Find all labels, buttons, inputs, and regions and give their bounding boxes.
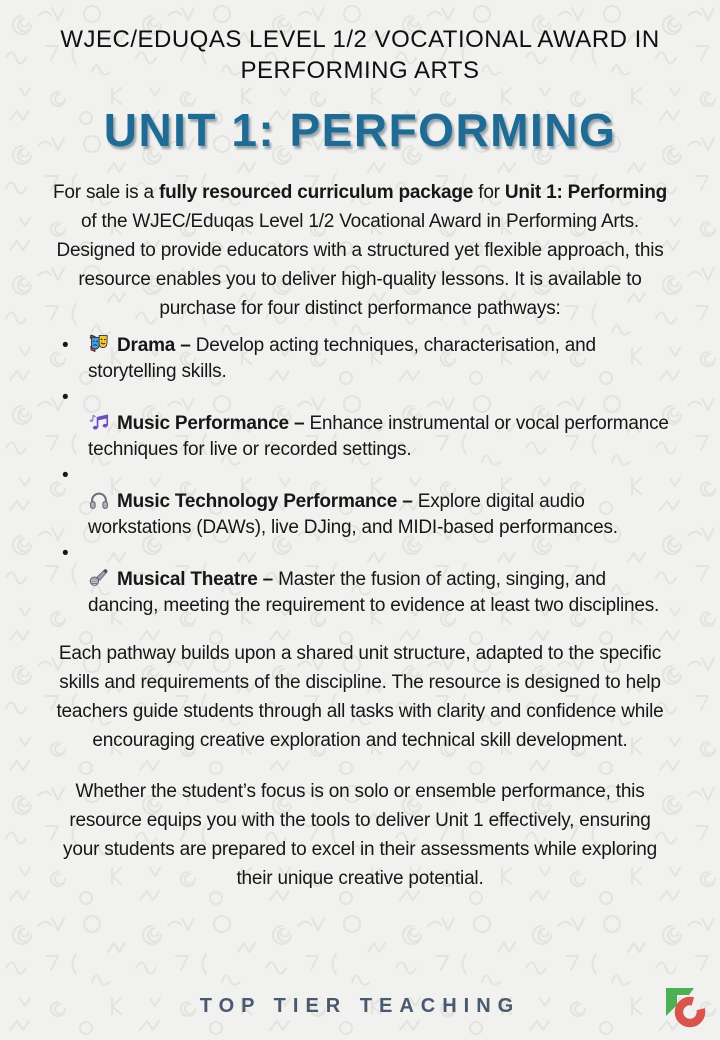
pathway-item-music-technology <box>62 489 670 541</box>
qualification-title-line1: WJEC/EDUQAS LEVEL 1/2 VOCATIONAL AWARD IN <box>60 26 660 53</box>
qualification-title-line2: PERFORMING ARTS <box>240 57 480 84</box>
theatre-masks-icon <box>88 333 110 355</box>
pathway-item-drama <box>62 333 670 385</box>
empty-bullet-row <box>62 463 670 489</box>
qualification-title <box>50 24 670 86</box>
empty-bullet-row <box>62 385 670 411</box>
pathway-item-musical-theatre <box>62 567 670 619</box>
unit-title: UNIT 1: PERFORMING <box>103 104 617 156</box>
pathway-name: Music Performance – <box>117 413 305 434</box>
bullet-marker <box>62 333 88 385</box>
intro-segment-bold: Unit 1: Performing <box>504 182 668 203</box>
intro-paragraph <box>50 178 670 323</box>
bullet-indent <box>62 411 88 463</box>
bullet-indent <box>62 489 88 541</box>
paragraph-middle: Each pathway builds upon a shared unit structure, adapted to the specific skills and requirements of the discipline. The resource is designed to help teachers guide students through all tasks with clarity and confidence while encouraging creative exploration and technical skill development. <box>56 643 664 751</box>
pathway-list <box>50 333 670 619</box>
intro-segment: For sale is a <box>52 182 159 203</box>
bullet-marker <box>62 463 88 489</box>
intro-segment: of the WJEC/Eduqas Level 1/2 Vocational Award in Performing Arts. Designed to provide educators with a structured yet flexible approach, this resource enables you to deliver high-quality lessons. It is available to purchase for four distinct performance pathways: <box>56 211 664 319</box>
musical-notes-icon <box>88 411 110 433</box>
microphone-icon <box>88 567 110 589</box>
empty-bullet-row <box>62 541 670 567</box>
logo-red-ring-icon <box>679 1001 701 1023</box>
intro-segment: for <box>473 182 505 203</box>
bullet-indent <box>62 567 88 619</box>
pathway-description: Master the fusion of acting, singing, and dancing, meeting the requirement to evidence at least two disciplines. <box>88 569 660 616</box>
bullet-marker <box>62 541 88 567</box>
pathway-description: Develop acting techniques, characterisation, and storytelling skills. <box>88 335 596 382</box>
pathway-name: Music Technology Performance – <box>117 491 413 512</box>
pathway-description: Enhance instrumental or vocal performance techniques for live or recorded settings. <box>88 413 669 460</box>
headphones-icon <box>88 489 110 511</box>
pathway-name: Drama – <box>117 335 191 356</box>
bullet-marker <box>62 385 88 411</box>
intro-segment-bold: fully resourced curriculum package <box>158 182 474 203</box>
pathway-description: Explore digital audio workstations (DAWs), live DJing, and MIDI-based performances. <box>88 491 618 538</box>
pathway-item-music-performance <box>62 411 670 463</box>
brand-wordmark: TOP TIER TEACHING <box>199 995 521 1017</box>
paragraph-closing: Whether the student’s focus is on solo or ensemble performance, this resource equips you with the tools to deliver Unit 1 effectively, ensuring your students are prepared to excel in their assessments while exploring their unique creative potential. <box>63 781 657 889</box>
pathway-name: Musical Theatre – <box>117 569 274 590</box>
top-tier-teaching-logo <box>658 980 706 1028</box>
